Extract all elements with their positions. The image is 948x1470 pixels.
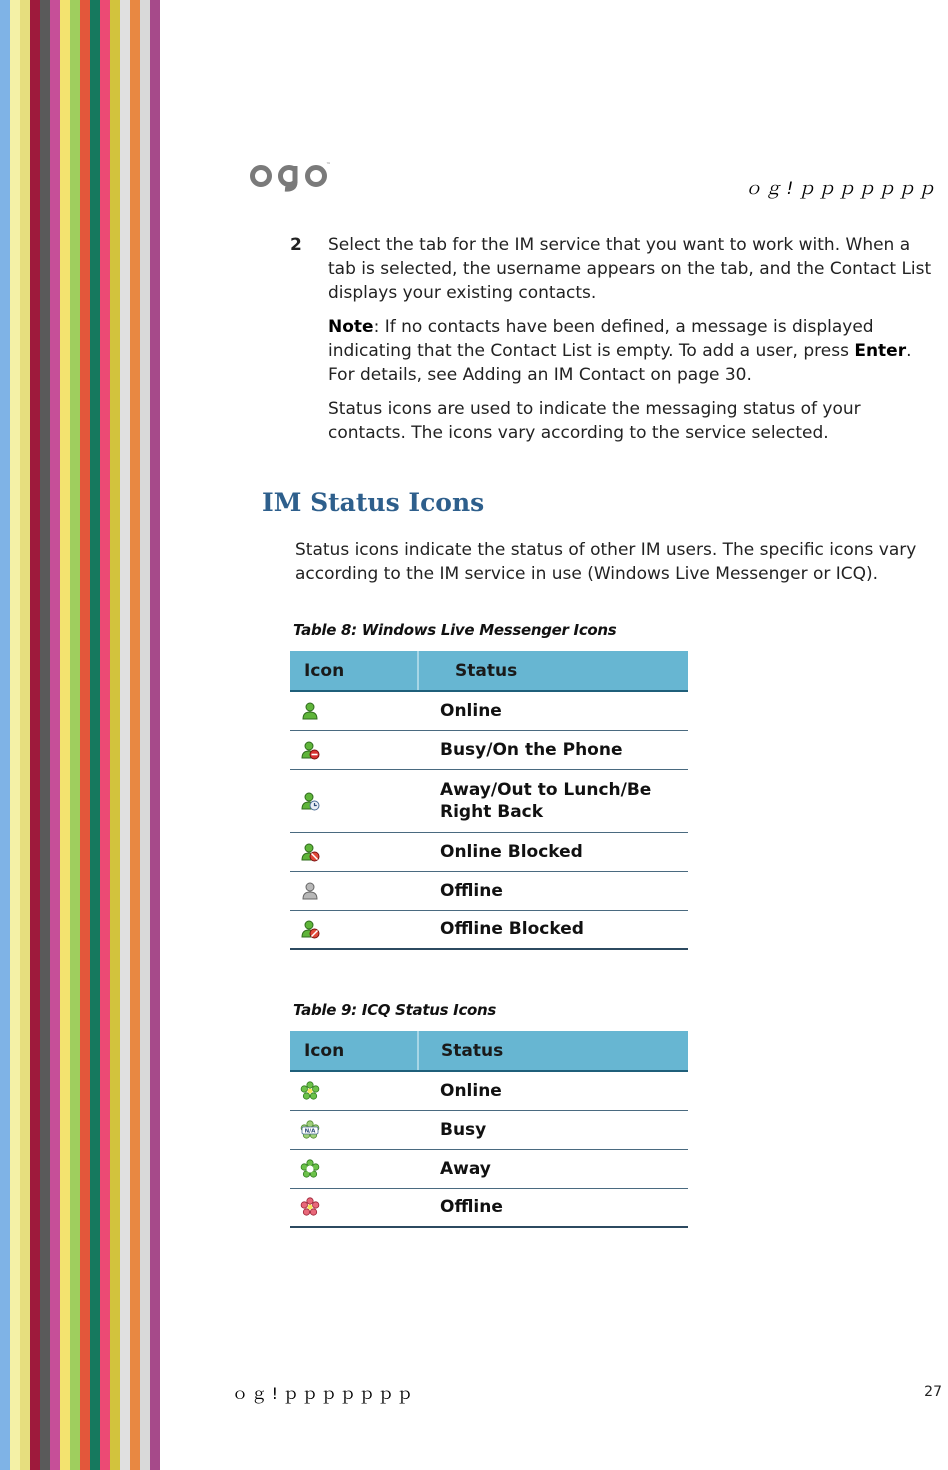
busy-user-icon [300, 740, 320, 760]
decorative-stripe [10, 0, 20, 1470]
icon-column-header: Icon [290, 1031, 418, 1071]
step-2 [290, 233, 942, 455]
status-label: Offline [418, 1188, 688, 1227]
table-row [290, 910, 688, 949]
note-label: Note [328, 317, 374, 337]
status-label: Online [418, 691, 688, 730]
away-user-icon [300, 791, 320, 811]
status-label: Away [418, 1149, 688, 1188]
decorative-stripe [90, 0, 100, 1470]
header-title: ｏｇ!ｐｐｐｐｐｐｐ [744, 179, 938, 199]
online-user-icon [300, 701, 320, 721]
table-row [290, 1188, 688, 1227]
note-text-end: . For details, see Adding an IM Contact on page 30. [328, 341, 912, 385]
status-label: Offline [418, 871, 688, 910]
ogo-logo [250, 156, 330, 190]
decorative-stripe [140, 0, 150, 1470]
status-column-header: Status [418, 651, 688, 691]
wlm-status-table [290, 651, 688, 950]
table9-caption: Table 9: ICQ Status Icons [293, 1001, 497, 1019]
table-row [290, 832, 688, 871]
icon-column-header: Icon [290, 651, 418, 691]
table-row [290, 730, 688, 769]
status-column-header: Status [418, 1031, 688, 1071]
note-text: : If no contacts have been defined, a message is displayed indicating that the Contact List is empty. To add a user, press [328, 317, 874, 361]
enter-key-label: Enter [854, 341, 907, 361]
icq-busy-na-icon [300, 1120, 320, 1140]
svg-text:™: ™ [326, 162, 331, 168]
svg-text:N/A: N/A [304, 1128, 316, 1135]
decorative-stripe-border [0, 0, 200, 1470]
icq-online-flower-icon [300, 1081, 320, 1101]
table-row [290, 1071, 688, 1110]
decorative-stripe [0, 0, 10, 1470]
decorative-stripe [120, 0, 130, 1470]
status-label: Online Blocked [418, 832, 688, 871]
section-intro: Status icons indicate the status of other IM users. The specific icons vary according to the IM service in use (Windows Live Messenger or ICQ). [295, 540, 917, 584]
table8-caption: Table 8: Windows Live Messenger Icons [293, 621, 617, 639]
status-icons-paragraph: Status icons are used to indicate the messaging status of your contacts. The icons vary according to the service selected. [328, 399, 861, 443]
step-number: 2 [290, 235, 302, 255]
status-label: Busy [418, 1110, 688, 1149]
step-paragraph: Select the tab for the IM service that you want to work with. When a tab is selected, the username appears on the tab, and the Contact List displays your existing contacts. [328, 235, 932, 303]
decorative-stripe [130, 0, 140, 1470]
decorative-stripe [110, 0, 120, 1470]
table-row [290, 769, 688, 832]
decorative-stripe [150, 0, 160, 1470]
decorative-stripe [30, 0, 40, 1470]
table-row [290, 1110, 688, 1149]
status-label: Offline Blocked [418, 910, 688, 949]
table-row [290, 871, 688, 910]
decorative-stripe [80, 0, 90, 1470]
status-label: Busy/On the Phone [418, 730, 688, 769]
icq-offline-flower-icon [300, 1197, 320, 1217]
offline-blocked-user-icon [300, 919, 320, 939]
section-title: IM Status Icons [262, 488, 485, 517]
icq-away-flower-icon [300, 1159, 320, 1179]
status-label: Online [418, 1071, 688, 1110]
decorative-stripe [40, 0, 50, 1470]
footer-title: ｏｇ!ｐｐｐｐｐｐｐ [232, 1384, 416, 1403]
table-row [290, 1149, 688, 1188]
note-paragraph [328, 315, 942, 387]
decorative-stripe [20, 0, 30, 1470]
icq-status-table [290, 1031, 688, 1228]
page-number: 27 [924, 1384, 942, 1400]
decorative-stripe [60, 0, 70, 1470]
decorative-stripe [70, 0, 80, 1470]
table-row [290, 691, 688, 730]
decorative-stripe [50, 0, 60, 1470]
decorative-stripe [100, 0, 110, 1470]
online-blocked-user-icon [300, 842, 320, 862]
offline-user-icon [300, 881, 320, 901]
status-label: Away/Out to Lunch/Be Right Back [418, 769, 688, 832]
